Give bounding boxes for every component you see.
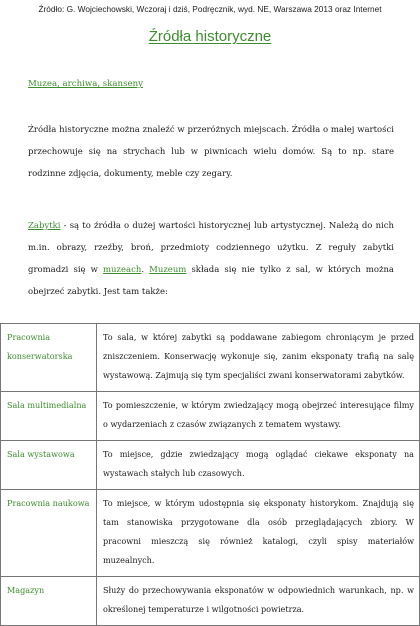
term-muzeum: Muzeum	[149, 265, 187, 275]
term-zabytki: Zabytki	[28, 221, 61, 231]
room-name: Sala wystawowa	[1, 441, 97, 490]
page-title: Źródła historyczne	[148, 28, 272, 45]
room-name: Pracownia konserwatorska	[1, 324, 97, 392]
table-row	[1, 490, 420, 577]
paragraph-text-part1: - są to źródła o dużej wartości historycznej lub artystycznej. Należą do nich m.in. obrazy, rzeźby, broń, przedmioty codziennego użytku. Z reguły zabytki gromadzi się w	[28, 221, 394, 275]
table-row	[1, 441, 420, 490]
room-name: Magazyn	[1, 577, 97, 626]
monuments-paragraph	[28, 215, 394, 303]
section-subheading: Muzea, archiwa, skanseny	[28, 79, 143, 89]
room-description: To miejsce, gdzie zwiedzający mogą oglądać ciekawe eksponaty na wystawach stałych lub czasowych.	[97, 441, 420, 490]
room-description: Służy do przechowywania eksponatów w odpowiednich warunkach, np. w określonej temperaturze i wilgotności powietrza.	[97, 577, 420, 626]
room-description: To pomieszczenie, w którym zwiedzający mogą obejrzeć interesujące filmy o wydarzeniach z czasów związanych z tematem wystawy.	[97, 392, 420, 441]
paragraph-text-part3: składa się nie tylko z sal, w których można obejrzeć zabytki. Jest tam także:	[28, 265, 394, 297]
room-description: To miejsce, w którym udostępnia się eksponaty historykom. Znajdują się tam stanowiska przygotowane dla osób przeglądających zbiory. W pracowni mieszczą się również katalogi, czyli spisy materiałów muzealnych.	[97, 490, 420, 577]
source-citation: Źródło: G. Wojciechowski, Wczoraj i dziś, Podręcznik, wyd. NE, Warszawa 2013 oraz Internet	[38, 4, 382, 14]
table-row	[1, 392, 420, 441]
room-name: Pracownia naukowa	[1, 490, 97, 577]
table-row	[1, 577, 420, 626]
term-muzeach: muzeach	[103, 265, 142, 275]
museum-rooms-table	[0, 323, 420, 626]
intro-paragraph: Źródła historyczne można znaleźć w przeróżnych miejscach. Źródła o małej wartości przechowuje się na strychach lub w piwnicach wielu domów. Są to np. stare rodzinne zdjęcia, dokumenty, meble czy zegary.	[28, 125, 394, 179]
paragraph-text-part2: .	[141, 265, 150, 275]
room-name: Sala multimedialna	[1, 392, 97, 441]
room-description: To sala, w której zabytki są poddawane zabiegom chroniącym je przed zniszczeniem. Konserwację wykonuje się, zanim eksponaty trafią na salę wystawową. Zajmują się tym specjaliści zwani konserwatorami zabytków.	[97, 324, 420, 392]
table-row	[1, 324, 420, 392]
